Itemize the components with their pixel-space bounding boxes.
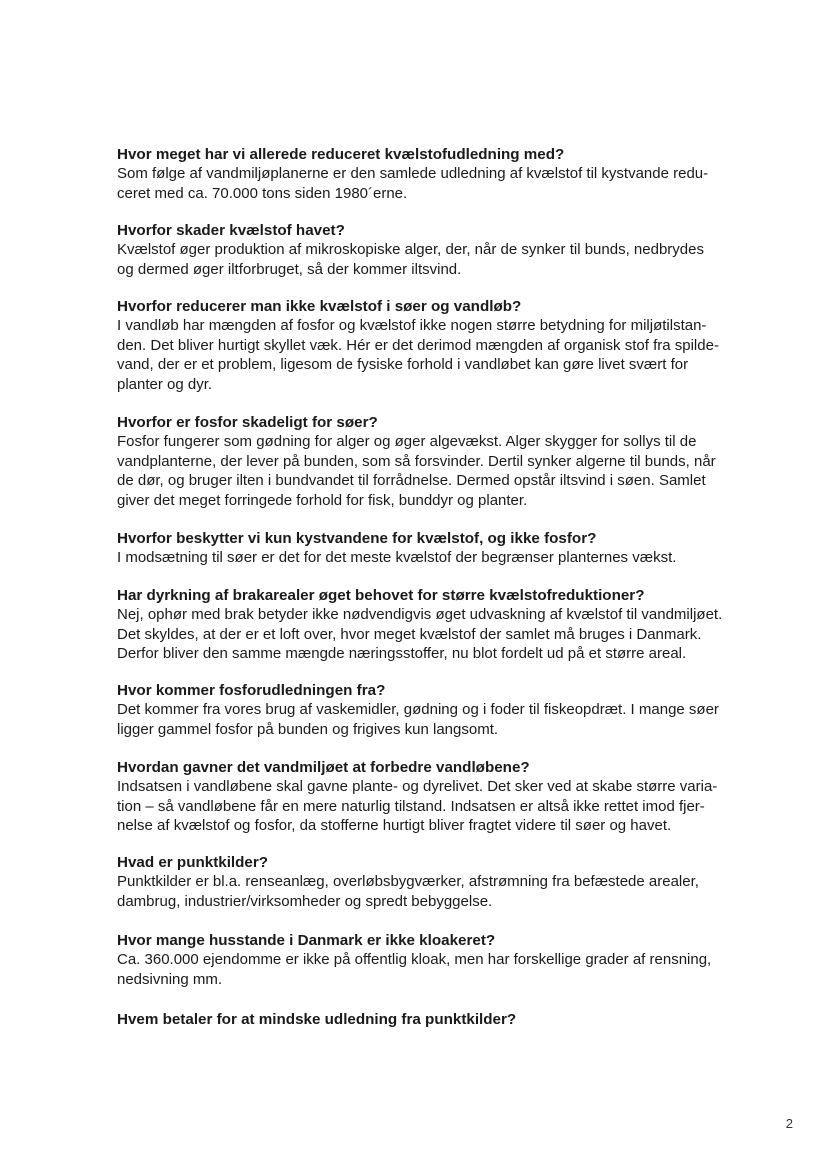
- question-heading: Hvorfor skader kvælstof havet?: [117, 222, 345, 239]
- qa-block-households-sewer: [117, 931, 797, 989]
- answer-line: Kvælstof øger produktion af mikroskopiske alger, der, når de synker til bunds, nedbrydes: [117, 241, 704, 258]
- answer-line: planter og dyr.: [117, 375, 213, 393]
- question-heading: Hvad er punktkilder?: [117, 854, 269, 871]
- answer-line: Nej, ophør med brak betyder ikke nødvendigvis øget udvaskning af kvælstof til vandmiljøet.: [117, 606, 723, 623]
- answer-line: ligger gammel fosfor på bunden og frigives kun langsomt.: [117, 720, 499, 738]
- qa-block-fallow-land: [117, 586, 797, 664]
- qa-block-nitrogen-harm: [117, 221, 797, 279]
- answer-line: vand, der er et problem, ligesom de fysiske forhold i vandløbet kan gøre livet svært for: [117, 356, 689, 373]
- answer-line: Derfor bliver den samme mængde næringsstoffer, nu blot fordelt ud på et større areal.: [117, 645, 687, 662]
- answer-text: [117, 872, 797, 911]
- question-heading: Hvor meget har vi allerede reduceret kvælstofudledning med?: [117, 146, 565, 163]
- answer-text: [117, 605, 797, 664]
- answer-line: I vandløb har mængden af fosfor og kvælstof ikke nogen større betydning for miljøtilstan-: [117, 317, 707, 334]
- answer-line: Det kommer fra vores brug af vaskemidler, gødning og i foder til fiskeopdræt. I mange søer: [117, 701, 719, 718]
- answer-text: [117, 548, 797, 568]
- answer-line: og dermed øger iltforbruget, så der kommer iltsvind.: [117, 260, 462, 278]
- question-heading: Hvordan gavner det vandmiljøet at forbedre vandløbene?: [117, 759, 530, 776]
- answer-line: giver det meget forringede forhold for fisk, bunddyr og planter.: [117, 491, 528, 509]
- answer-line: Som følge af vandmiljøplanerne er den samlede udledning af kvælstof til kystvande redu-: [117, 165, 709, 182]
- answer-line: Det skyldes, at der er et loft over, hvor meget kvælstof der samlet må bruges i Danmark.: [117, 625, 702, 643]
- answer-text: [117, 240, 797, 279]
- question-heading: Hvem betaler for at mindske udledning fra punktkilder?: [117, 1011, 517, 1028]
- answer-text: [117, 316, 797, 394]
- answer-text: [117, 164, 797, 203]
- answer-text: [117, 950, 797, 989]
- answer-line: ceret med ca. 70.000 tons siden 1980´erne.: [117, 184, 408, 202]
- qa-block-stream-improvement: [117, 758, 797, 836]
- question-heading: Hvorfor beskytter vi kun kystvandene for kvælstof, og ikke fosfor?: [117, 530, 597, 547]
- answer-line: tion – så vandløbene får en mere naturlig tilstand. Indsatsen er altså ikke rettet imod fjer-: [117, 797, 705, 815]
- answer-line: vandplanterne, der lever på bunden, som så forsvinder. Dertil synker algerne til bunds, når: [117, 452, 716, 470]
- answer-line: Fosfor fungerer som gødning for alger og øger algevækst. Alger skygger for sollys til de: [117, 433, 697, 450]
- answer-line: dambrug, industrier/virksomheder og spredt bebyggelse.: [117, 892, 493, 910]
- question-heading: Hvor kommer fosforudledningen fra?: [117, 682, 386, 699]
- answer-line: Punktkilder er bl.a. renseanlæg, overløbsbygværker, afstrømning fra befæstede arealer,: [117, 873, 699, 890]
- qa-block-who-pays: [117, 1010, 797, 1029]
- question-heading: Hvorfor er fosfor skadeligt for søer?: [117, 414, 378, 431]
- answer-line: Indsatsen i vandløbene skal gavne plante- og dyrelivet. Det sker ved at skabe større varia-: [117, 778, 718, 795]
- qa-block-phosphorus-source: [117, 681, 797, 739]
- answer-line: I modsætning til søer er det for det meste kvælstof der begrænser planternes vækst.: [117, 549, 677, 566]
- qa-block-point-sources: [117, 853, 797, 911]
- page-number: 2: [785, 1116, 793, 1131]
- answer-line: den. Det bliver hurtigt skyllet væk. Hér er det derimod mængden af organisk stof fra spilde-: [117, 336, 719, 354]
- qa-block-coastal-protection: [117, 529, 797, 568]
- answer-line: de dør, og bruger ilten i bundvandet til forrådnelse. Dermed opstår iltsvind i søen. Samlet: [117, 472, 706, 489]
- question-heading: Hvorfor reducerer man ikke kvælstof i søer og vandløb?: [117, 298, 522, 315]
- answer-line: nedsivning mm.: [117, 970, 223, 988]
- question-heading: Har dyrkning af brakarealer øget behovet for større kvælstofreduktioner?: [117, 587, 645, 604]
- question-heading: Hvor mange husstande i Danmark er ikke kloakeret?: [117, 932, 496, 949]
- answer-text: [117, 700, 797, 739]
- qa-block-nitrogen-reduction: [117, 145, 797, 203]
- answer-line: Ca. 360.000 ejendomme er ikke på offentlig kloak, men har forskellige grader af rensning,: [117, 951, 712, 968]
- answer-text: [117, 777, 797, 836]
- answer-line: nelse af kvælstof og fosfor, da stofferne hurtigt bliver fragtet videre til søer og havet.: [117, 817, 672, 834]
- qa-block-phosphorus-harm: [117, 413, 797, 510]
- qa-block-lakes-streams: [117, 297, 797, 394]
- answer-text: [117, 432, 797, 510]
